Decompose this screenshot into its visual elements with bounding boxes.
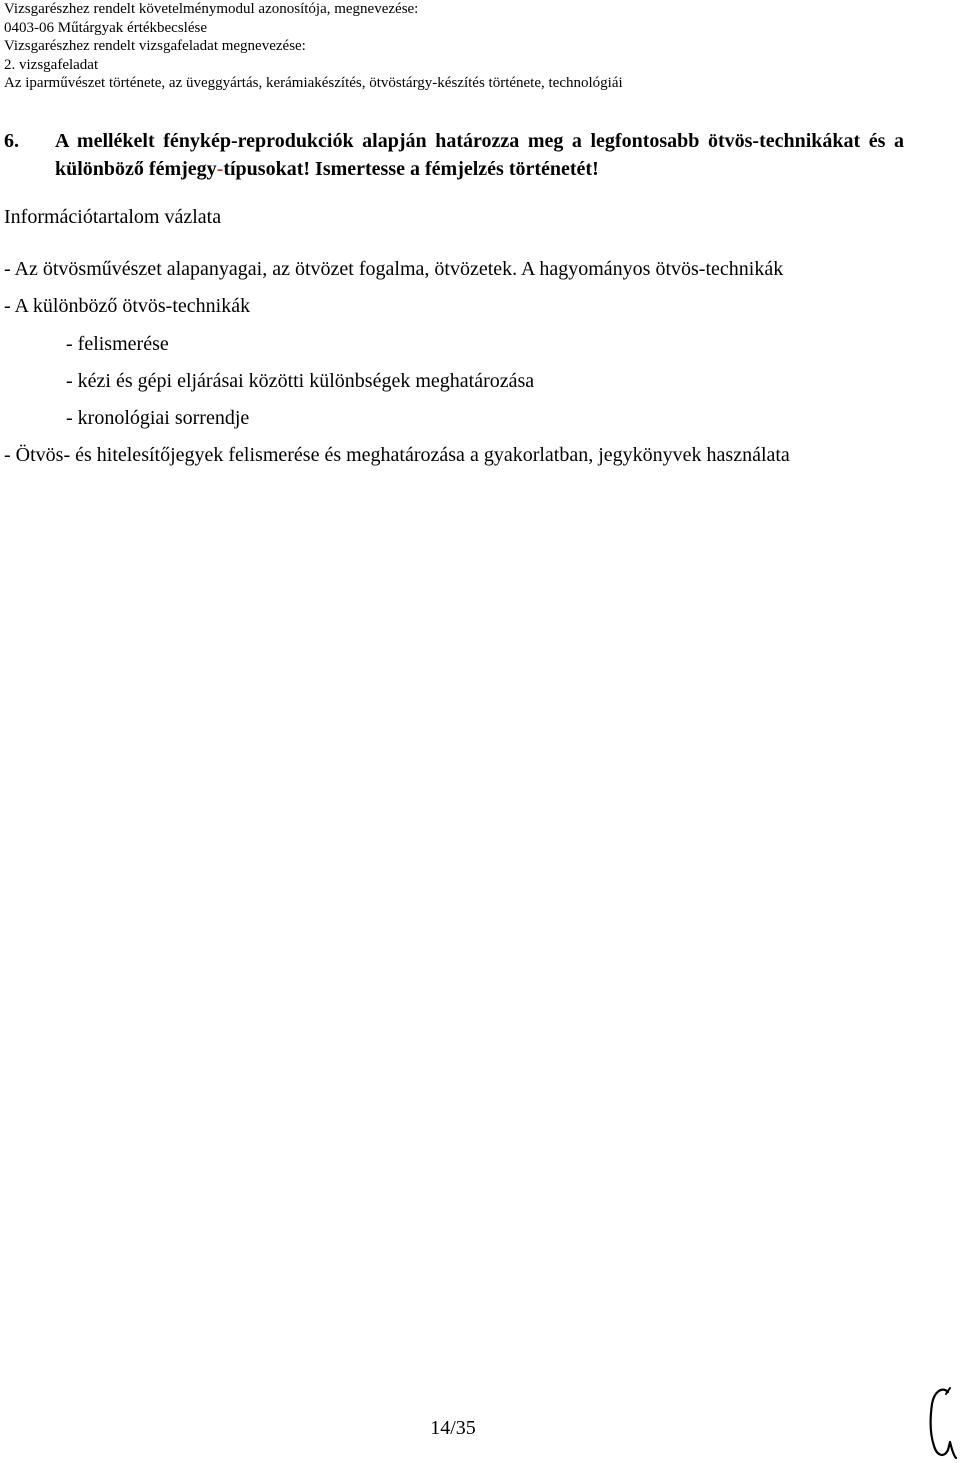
question-number: 6. [4, 130, 19, 152]
header-module-name: 0403-06 Műtárgyak értékbecslése [4, 19, 207, 36]
outline-item: - Ötvös- és hitelesítőjegyek felismerése és meghatározása a gyakorlatban, jegykönyvek használata [4, 444, 790, 467]
page-number: 14/35 [430, 1417, 476, 1439]
outline-item: - Az ötvösművészet alapanyagai, az ötvözet fogalma, ötvözetek. A hagyományos ötvös-technikák [4, 258, 784, 280]
header-task-number: 2. vizsgafeladat [4, 56, 99, 73]
outline-subitem: - kézi és gépi eljárásai közötti különbségek meghatározása [66, 369, 535, 392]
exam-question [4, 127, 904, 183]
header-task-name: Az iparművészet története, az üveggyártás, kerámiakészítés, ötvöstárgy-készítés története, technológiái [4, 75, 623, 91]
header-task-label: Vizsgarészhez rendelt vizsgafeladat megnevezése: [4, 38, 306, 54]
section-title: Információtartalom vázlata [4, 206, 222, 228]
question-text-part-2: típusokat! Ismertesse a fémjelzés történetét! [223, 158, 599, 180]
outline-item: - A különböző ötvös-technikák [4, 295, 251, 318]
question-text [55, 127, 904, 183]
document-header [4, 0, 944, 93]
question-hyphen: - [216, 158, 224, 180]
signature-mark [920, 1384, 960, 1463]
question-text-part-1: A mellékelt fénykép-reprodukciók alapján határozza meg a legfontosabb ötvös-technikákat és a különböző fémjegy [55, 130, 904, 180]
header-module-label: Vizsgarészhez rendelt követelménymodul azonosítója, megnevezése: [4, 1, 419, 17]
outline-subitem: - felismerése [66, 332, 169, 355]
content-outline [4, 255, 954, 479]
outline-subitem: - kronológiai sorrendje [66, 407, 250, 430]
